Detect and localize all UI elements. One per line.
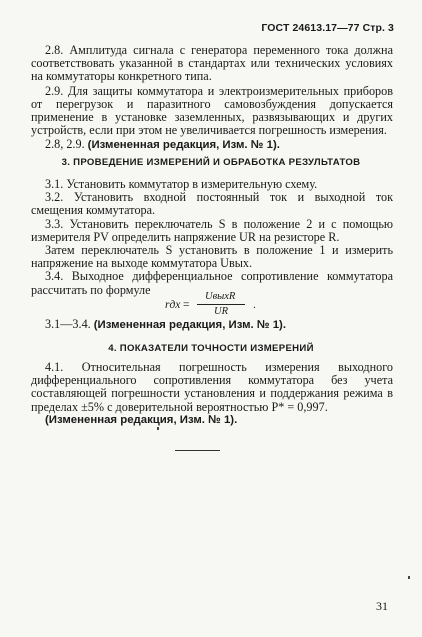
print-speck [408, 576, 410, 579]
print-speck [157, 427, 159, 430]
fraction-bar [197, 304, 245, 305]
amendment-line-3 [31, 318, 393, 332]
paragraph-3-2: 3.2. Установить входной постоянный ток и выходной ток смещения коммутатора. [31, 190, 393, 218]
section-4-body [31, 361, 393, 427]
formula-end: . [253, 299, 256, 311]
amendment-ref: 3.1—3.4. [45, 317, 91, 331]
paragraph-2-9: 2.9. Для защиты коммутатора и электроизмерительных приборов от перегрузок и паразитного самовозбуждения допускается применение в установке заземленных, развязывающих и других устройств, если при этом не увеличивается погрешность измерения. [31, 83, 393, 138]
section-4-title: 4. ПОКАЗАТЕЛИ ТОЧНОСТИ ИЗМЕРЕНИЙ [108, 343, 314, 354]
page-number: 31 [376, 599, 388, 613]
paragraph-3-3-cont: Затем переключатель S установить в положение 1 и измерить напряжение на выходе коммутатора Uвых. [31, 243, 393, 271]
resistance-formula [165, 291, 285, 319]
paragraph-2-8: 2.8. Амплитуда сигнала с генератора переменного тока должна соответствовать указанной в стандартах или технических условиях на коммутаторы конкретного типа. [31, 43, 393, 84]
paragraph-4-1: 4.1. Относительная погрешность измерения выходного дифференциального сопротивления коммутатора без учета составляющей погрешности установления и поддержания режима в пределах ±5% с доверительной вероятностью P* = 0,997. [31, 360, 393, 414]
formula-lhs: rдх [165, 299, 181, 311]
section-2-continuation [31, 44, 393, 153]
end-rule [175, 450, 220, 451]
amendment-text: (Измененная редакция, Изм. № 1). [87, 139, 280, 152]
paragraph-3-1: 3.1. Установить коммутатор в измерительную схему. [45, 177, 318, 191]
amendment-ref: 2.8, 2.9. [45, 137, 85, 152]
amendment-note-2 [31, 138, 393, 152]
paragraph-3-4: 3.4. Выходное дифференциальное сопротивление коммутатора рассчитать по формуле [31, 269, 393, 297]
formula-denominator: UR [214, 306, 228, 317]
amendment-text: (Измененная редакция, Изм. № 1). [93, 319, 287, 331]
formula-equals: = [183, 299, 190, 311]
section-3-body [31, 178, 393, 297]
section-3-title: 3. ПРОВЕДЕНИЕ ИЗМЕРЕНИЙ И ОБРАБОТКА РЕЗУЛЬТАТОВ [61, 157, 361, 168]
formula-numerator: UвыхR [205, 291, 236, 302]
paragraph-3-3: 3.3. Установить переключатель S в положение 2 и с помощью измерителя PV определить напряжение UR на резисторе R. [31, 216, 393, 244]
page-header: ГОСТ 24613.17—77 Стр. 3 [261, 22, 394, 34]
amendment-note-4: (Измененная редакция, Изм. № 1). [45, 413, 238, 426]
amendment-note-3 [31, 318, 393, 332]
